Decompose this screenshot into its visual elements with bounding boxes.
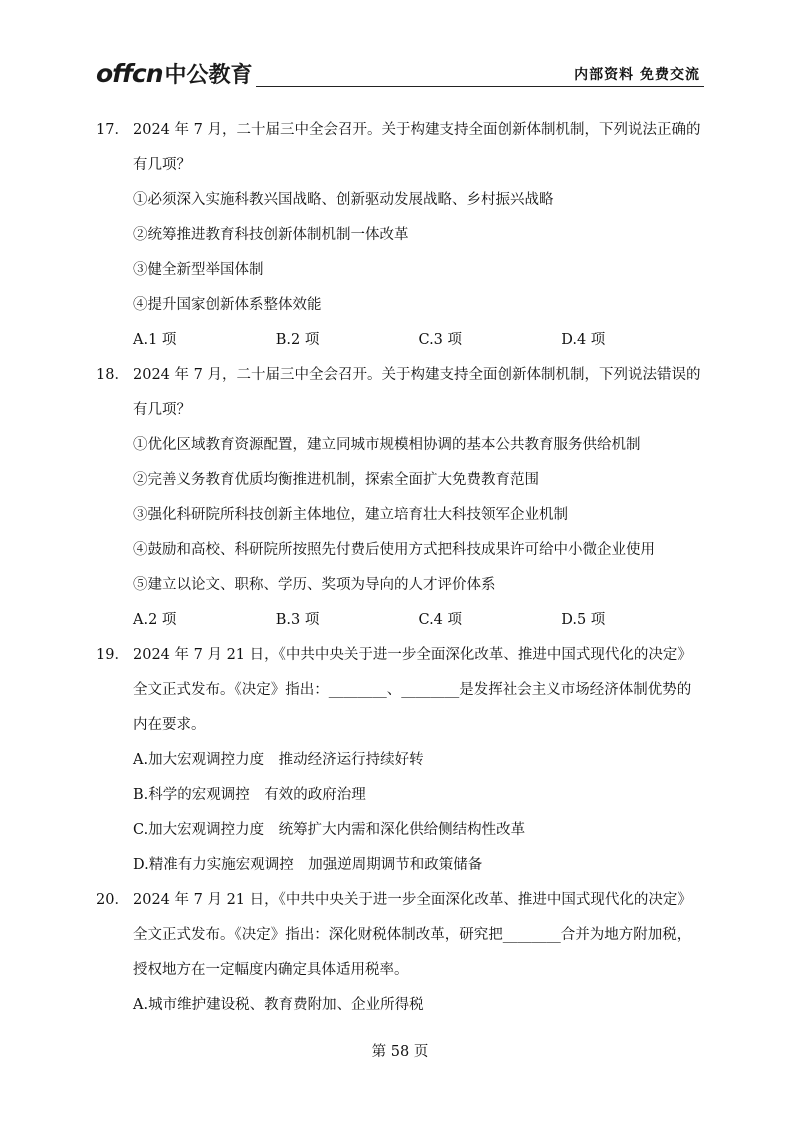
header-note: 内部资料 免费交流 — [574, 67, 700, 83]
option-a: A.加大宏观调控力度 推动经济运行持续好转 — [133, 752, 424, 768]
question-stem: 2024 年 7 月，二十届三中全会召开。关于构建支持全面创新体制机制，下列说法正确的有几项？ — [133, 122, 701, 173]
question-stem: 2024 年 7 月 21 日，《中共中央关于进一步全面深化改革、推进中国式现代化的决定》全文正式发布。《决定》指出：________、________是发挥社会主义市场经济体制优势的内在要求。 — [133, 647, 692, 733]
statement: ①必须深入实施科教兴国战略、创新驱动发展战略、乡村振兴战略 — [133, 192, 554, 208]
statement: ⑤建立以论文、职称、学历、奖项为导向的人才评价体系 — [133, 577, 496, 593]
option-a: A.2 项 — [133, 612, 177, 628]
question-18 — [96, 358, 704, 638]
logo-english: offcn — [96, 59, 163, 88]
statement: ①优化区域教育资源配置，建立同城市规模相协调的基本公共教育服务供给机制 — [133, 437, 641, 453]
options-row — [133, 323, 704, 358]
question-list — [96, 113, 704, 1023]
question-number: 19． — [96, 647, 129, 663]
option-b: B.科学的宏观调控 有效的政府治理 — [133, 787, 366, 803]
offcn-logo — [96, 58, 253, 89]
question-20 — [96, 883, 704, 1023]
question-19 — [96, 638, 704, 883]
statement: ③强化科研院所科技创新主体地位，建立培育壮大科技领军企业机制 — [133, 507, 568, 523]
header-rule — [256, 86, 704, 87]
option-d: D.精准有力实施宏观调控 加强逆周期调节和政策储备 — [133, 857, 483, 873]
option-c: C.3 项 — [418, 332, 463, 348]
option-a: A.城市维护建设税、教育费附加、企业所得税 — [133, 997, 424, 1013]
statement: ③健全新型举国体制 — [133, 262, 264, 278]
question-number: 18． — [96, 367, 129, 383]
logo-chinese: 中公教育 — [164, 63, 253, 88]
statement: ④提升国家创新体系整体效能 — [133, 297, 322, 313]
statement: ②完善义务教育优质均衡推进机制，探索全面扩大免费教育范围 — [133, 472, 539, 488]
question-number: 17． — [96, 122, 129, 138]
option-c: C.4 项 — [418, 612, 463, 628]
option-b: B.3 项 — [275, 612, 320, 628]
options-row — [133, 603, 704, 638]
option-c: C.加大宏观调控力度 统筹扩大内需和深化供给侧结构性改革 — [133, 822, 526, 838]
option-b: B.2 项 — [275, 332, 320, 348]
option-d: D.4 项 — [561, 332, 606, 348]
page-header — [96, 58, 704, 88]
statement: ②统筹推进教育科技创新体制机制一体改革 — [133, 227, 409, 243]
option-a: A.1 项 — [133, 332, 177, 348]
page-number: 第 58 页 — [371, 1044, 429, 1060]
question-stem: 2024 年 7 月 21 日，《中共中央关于进一步全面深化改革、推进中国式现代化的决定》全文正式发布。《决定》指出：深化财税体制改革，研究把________合并为地方附加税，授权地方在一定幅度内确定具体适用税率。 — [133, 892, 692, 978]
question-number: 20． — [96, 892, 129, 908]
option-d: D.5 项 — [561, 612, 606, 628]
statement: ④鼓励和高校、科研院所按照先付费后使用方式把科技成果许可给中小微企业使用 — [133, 542, 655, 558]
question-17 — [96, 113, 704, 358]
question-stem: 2024 年 7 月，二十届三中全会召开。关于构建支持全面创新体制机制，下列说法错误的有几项？ — [133, 367, 701, 418]
